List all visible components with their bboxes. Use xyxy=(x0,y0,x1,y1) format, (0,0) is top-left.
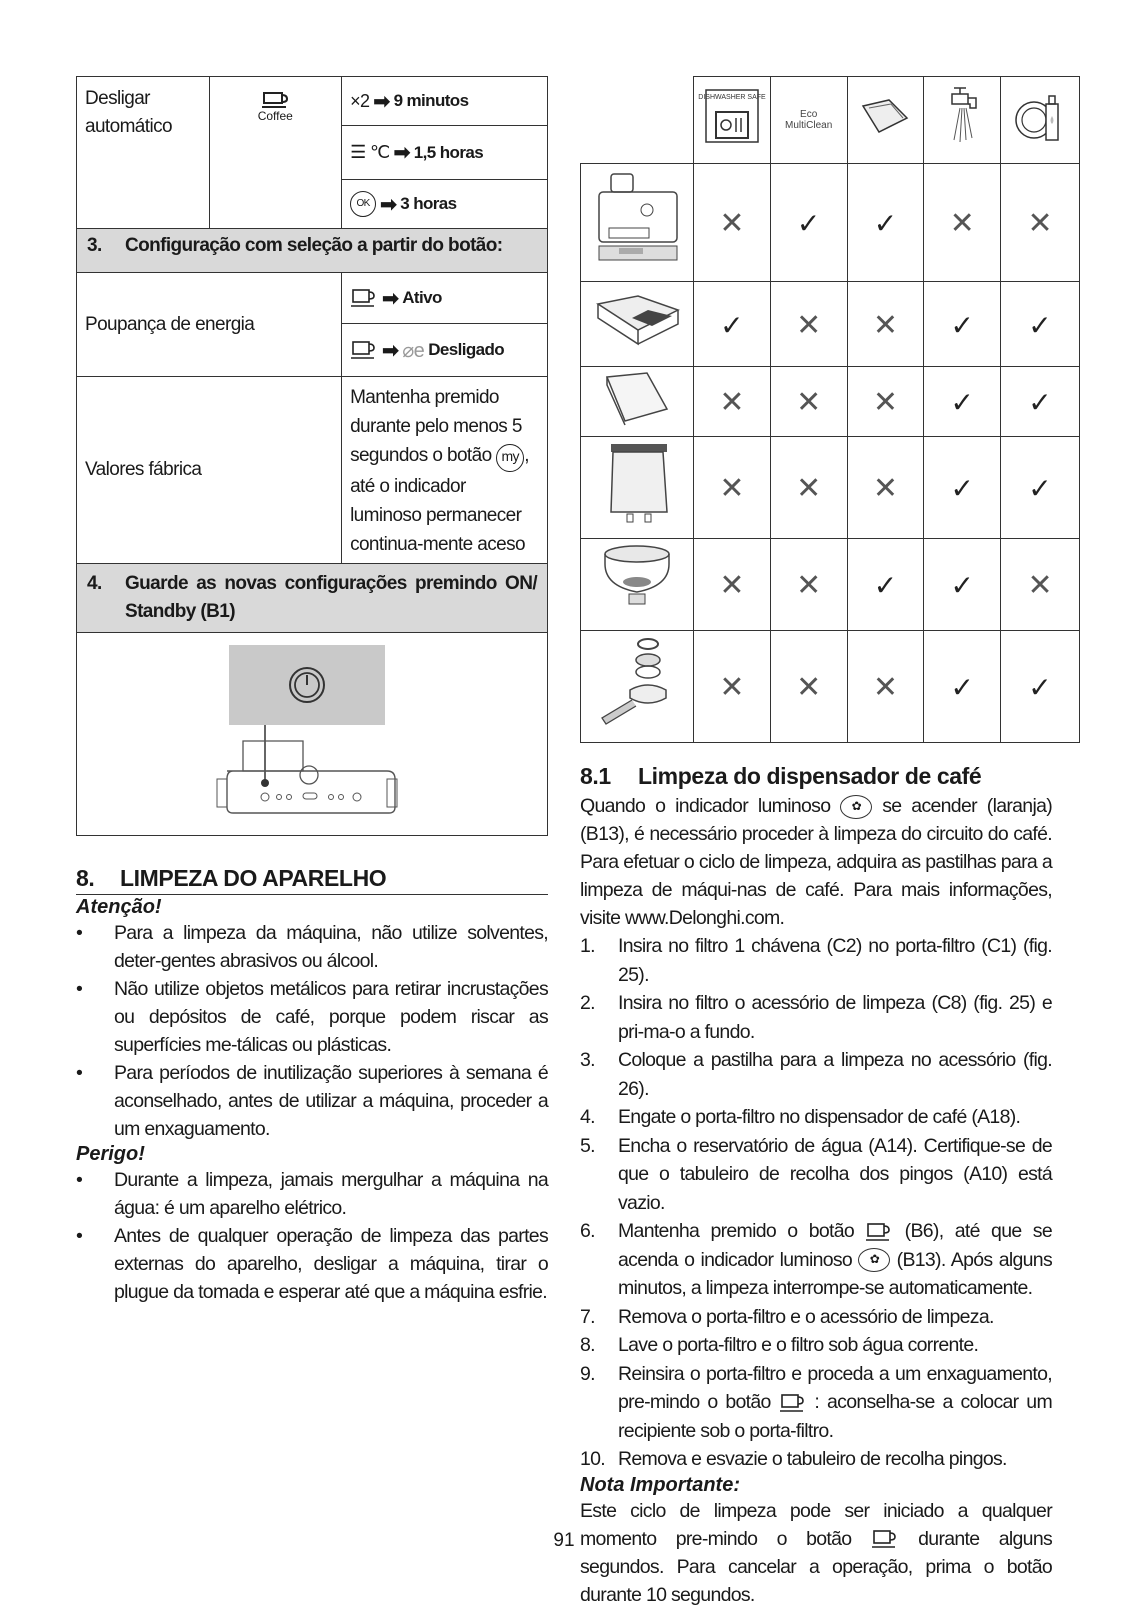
cross-mark-icon: ✕ xyxy=(796,471,822,506)
mark xyxy=(694,282,771,367)
check-mark-icon: ✓ xyxy=(873,207,898,240)
coffee-icon-label: Coffee xyxy=(257,109,293,123)
mark xyxy=(694,164,771,282)
row-item-portafilter xyxy=(581,631,694,743)
section-8 xyxy=(76,865,548,1306)
cleaning-compatibility-grid xyxy=(580,76,1080,743)
energy-off-option: ➡ ⌀e Desligado xyxy=(342,324,548,377)
tap-water-header xyxy=(924,77,1001,164)
cross-mark-icon: ✕ xyxy=(872,670,898,705)
list-item: 4. Engate o porta-filtro no dispensador de café (A18). xyxy=(580,1106,1021,1128)
section-8-1-heading: 8.1 Limpeza do dispensador de café xyxy=(580,763,982,789)
list-item: • Antes de qualquer operação de limpeza das partes externas do aparelho, desligar a máquina, tirar o plugue da tomada e esperar até que a máquina esfrie. xyxy=(76,1222,548,1306)
auto-off-label: Desligar automático xyxy=(77,77,210,229)
dishwasher-icon xyxy=(698,88,766,144)
section-8-heading: 8. LIMPEZA DO APARELHO xyxy=(76,865,548,895)
row-item-bean-container xyxy=(581,539,694,631)
row-item-drip-tray xyxy=(581,282,694,367)
mark xyxy=(924,282,1001,367)
row-item-machine xyxy=(581,164,694,282)
check-mark-icon: ✓ xyxy=(950,472,974,505)
mark xyxy=(1001,437,1080,539)
check-mark-icon: ✓ xyxy=(950,569,974,602)
mark xyxy=(770,631,847,743)
row-item-water-tank xyxy=(581,437,694,539)
cross-mark-icon: ✕ xyxy=(872,385,898,420)
factory-values-instructions: Mantenha premido durante pelo menos 5 segundos o botão my , até o indicador luminoso permanecer continua-mente aceso xyxy=(342,377,548,564)
section-8-1 xyxy=(580,763,1052,1609)
mark xyxy=(694,539,771,631)
cloth-icon xyxy=(859,96,911,136)
check-mark-icon: ✓ xyxy=(720,308,744,342)
list-item: • Não utilize objetos metálicos para retirar incrustações ou depósitos de café, porque podem riscar as superfícies me-tálicas ou plásticas. xyxy=(76,975,548,1059)
mark xyxy=(1001,282,1080,367)
cross-mark-icon: ✕ xyxy=(719,206,745,241)
drip-tray-icon xyxy=(592,290,682,350)
mark xyxy=(1001,539,1080,631)
arrow-right-icon: ➡ xyxy=(373,90,390,113)
cross-mark-icon: ✕ xyxy=(719,385,745,420)
coffee-button-cell xyxy=(209,77,342,229)
coffee-button-icon xyxy=(865,1221,893,1243)
menu-temperature-icon: ☰ ℃ xyxy=(350,142,390,162)
mark xyxy=(770,164,847,282)
espresso-machine-icon xyxy=(589,168,685,268)
list-item: 10. Remova e esvazie o tabuleiro de recolha pingos. xyxy=(580,1448,1007,1470)
my-button-icon: my xyxy=(496,444,524,472)
check-mark-icon: ✓ xyxy=(1028,386,1052,419)
check-mark-icon: ✓ xyxy=(950,308,974,342)
arrow-right-icon: ➡ xyxy=(393,142,410,164)
cross-mark-icon: ✕ xyxy=(719,568,745,603)
cross-mark-icon: ✕ xyxy=(719,471,745,506)
cleaning-steps xyxy=(580,932,1052,1474)
mark xyxy=(924,437,1001,539)
portafilter-icon xyxy=(592,632,682,732)
section-8-1-intro: Quando o indicador luminoso ✿ se acender (laranja) (B13), é necessário proceder à limpeza do circuito do café. Para efetuar o ciclo de limpeza, adquira as pastilhas para a limpeza de máqui-nas de café. Para mais informações, visite www.Delonghi.com. xyxy=(580,795,1053,929)
arrow-right-icon: ➡ xyxy=(382,287,399,310)
cross-mark-icon: ✕ xyxy=(872,307,898,343)
list-item: • Durante a limpeza, jamais mergulhar a máquina na água: é um aparelho elétrico. xyxy=(76,1166,548,1222)
water-tank-icon xyxy=(597,438,677,528)
auto-off-option-3: OK ➡ 3 horas xyxy=(342,180,548,229)
coffee-button-icon xyxy=(871,1528,899,1550)
eco-multiclean-icon: Eco MultiClean xyxy=(785,109,833,131)
mark xyxy=(847,367,924,437)
cross-mark-icon: ✕ xyxy=(1027,568,1053,603)
step-4-header: 4. Guarde as novas configurações premindo ON/ Standby (B1) xyxy=(77,564,548,633)
important-note-label: Nota Importante: xyxy=(580,1473,740,1496)
mark xyxy=(770,282,847,367)
mark xyxy=(847,539,924,631)
mark xyxy=(924,631,1001,743)
mark xyxy=(847,282,924,367)
check-mark-icon: ✓ xyxy=(1028,308,1052,342)
cross-mark-icon: ✕ xyxy=(949,206,975,241)
check-mark-icon: ✓ xyxy=(950,386,974,419)
mark xyxy=(1001,164,1080,282)
mark xyxy=(924,164,1001,282)
grid-corner xyxy=(581,77,694,164)
detergent-plate-icon xyxy=(1012,88,1068,144)
important-note-text: Este ciclo de limpeza pode ser iniciado a qualquer momento pre-mindo o botão durante alguns segundos. Para cancelar a operação, prima o botão durante 10 segundos. xyxy=(580,1499,1053,1606)
machine-control-panel-illustration xyxy=(77,633,547,829)
mark xyxy=(847,631,924,743)
eco-leaf-icon: ⌀e xyxy=(402,339,425,362)
settings-table xyxy=(76,76,548,836)
energy-saving-label: Poupança de energia xyxy=(77,273,342,377)
cloth-header xyxy=(847,77,924,164)
list-item: 3. Coloque a pastilha para a limpeza no acessório (fig. 26). xyxy=(580,1049,1052,1100)
arrow-right-icon: ➡ xyxy=(382,339,399,362)
energy-on-option: ➡ Ativo xyxy=(342,273,548,324)
mark xyxy=(847,164,924,282)
list-item: 8. Lave o porta-filtro e o filtro sob água corrente. xyxy=(580,1334,979,1356)
check-mark-icon: ✓ xyxy=(950,671,974,704)
mark xyxy=(1001,367,1080,437)
cross-mark-icon: ✕ xyxy=(796,307,822,343)
arrow-right-icon: ➡ xyxy=(380,193,397,216)
row-item-drip-cover xyxy=(581,367,694,437)
coffee-cup-icon xyxy=(260,91,290,109)
descale-indicator-icon: ✿ xyxy=(858,1248,890,1272)
water-tap-icon xyxy=(942,86,982,146)
detergent-header xyxy=(1001,77,1080,164)
list-item: 6. Mantenha premido o botão (B6), até que se acenda o indicador luminoso ✿ (B13). Após alguns minutos, a limpeza interrompe-se automaticamente. xyxy=(580,1220,1052,1299)
check-mark-icon: ✓ xyxy=(796,207,821,240)
auto-off-option-2: ☰ ℃ ➡ 1,5 horas xyxy=(342,126,548,180)
list-item: 9. Reinsira o porta-filtro e proceda a um enxaguamento, pre-mindo o botão : aconselha-se a colocar um recipiente sob o porta-filtro. xyxy=(580,1362,1052,1442)
mark xyxy=(924,367,1001,437)
dishwasher-safe-header xyxy=(694,77,771,164)
bean-container-icon xyxy=(597,540,677,620)
check-mark-icon: ✓ xyxy=(1028,671,1052,704)
danger-list xyxy=(76,1166,548,1306)
factory-values-label: Valores fábrica xyxy=(77,377,342,564)
coffee-button-icon xyxy=(350,339,378,361)
cross-mark-icon: ✕ xyxy=(872,471,898,506)
mark xyxy=(924,539,1001,631)
page-number: 91 xyxy=(553,1530,575,1551)
mark xyxy=(694,367,771,437)
cross-mark-icon: ✕ xyxy=(796,568,822,603)
dishwasher-safe-text: DISHWASHER SAFE xyxy=(698,93,766,101)
mark xyxy=(770,437,847,539)
check-mark-icon: ✓ xyxy=(1028,472,1052,505)
eco-multiclean-header xyxy=(770,77,847,164)
mark xyxy=(770,539,847,631)
mark xyxy=(1001,631,1080,743)
list-item: 2. Insira no filtro o acessório de limpeza (C8) (fig. 25) e pri-ma-o a fundo. xyxy=(580,992,1052,1043)
attention-label: Atenção! xyxy=(76,896,162,918)
list-item: • Para a limpeza da máquina, não utilize solventes, deter-gentes abrasivos ou álcool. xyxy=(76,919,548,975)
list-item: 5. Encha o reservatório de água (A14). Certifique-se de que o tabuleiro de recolha dos pingos (A10) está vazio. xyxy=(580,1134,1052,1214)
standby-illustration-cell xyxy=(77,633,548,836)
cross-mark-icon: ✕ xyxy=(719,670,745,705)
cross-mark-icon: ✕ xyxy=(1027,206,1053,241)
list-item: • Para períodos de inutilização superiores à semana é aconselhado, antes de utilizar a máquina, proceder a um enxaguamento. xyxy=(76,1059,548,1143)
list-item: 1. Insira no filtro 1 chávena (C2) no porta-filtro (C1) (fig. 25). xyxy=(580,935,1052,986)
mark xyxy=(770,367,847,437)
mark xyxy=(847,437,924,539)
coffee-button-icon xyxy=(779,1392,807,1414)
drip-cover-icon xyxy=(597,369,677,425)
descale-indicator-icon: ✿ xyxy=(840,795,872,819)
mark xyxy=(694,437,771,539)
coffee-button-icon xyxy=(350,287,378,309)
mark xyxy=(694,631,771,743)
step-3-header: 3. Configuração com seleção a partir do botão: xyxy=(77,229,548,273)
cross-mark-icon: ✕ xyxy=(796,385,822,420)
ok-button-icon: OK xyxy=(350,191,376,217)
auto-off-option-1: ×2 ➡ 9 minutos xyxy=(342,77,548,126)
list-item: 7. Remova o porta-filtro e o acessório de limpeza. xyxy=(580,1305,994,1328)
check-mark-icon: ✓ xyxy=(873,569,898,602)
danger-label: Perigo! xyxy=(76,1143,145,1165)
cross-mark-icon: ✕ xyxy=(796,670,822,705)
attention-list xyxy=(76,919,548,1143)
